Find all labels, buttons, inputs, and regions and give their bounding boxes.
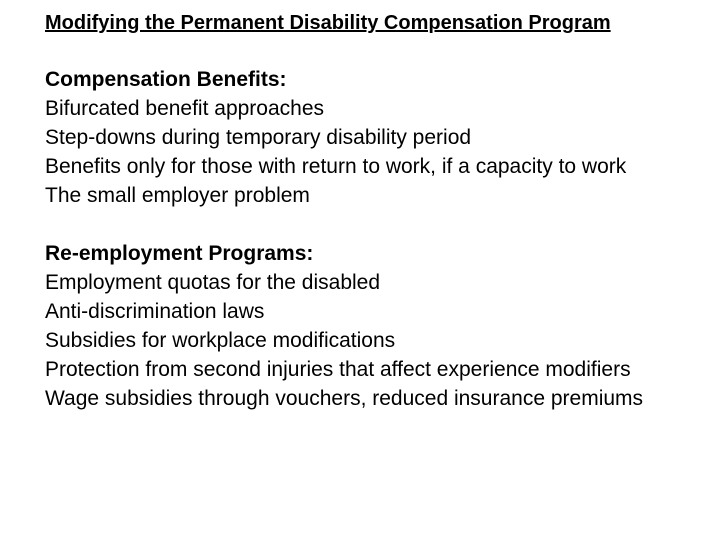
section-heading: Compensation Benefits: (45, 68, 287, 91)
slide-title: Modifying the Permanent Disability Compensation Program (45, 12, 611, 34)
section-item-list (45, 94, 685, 210)
list-item: Subsidies for workplace modifications (45, 329, 396, 352)
section-heading: Re-employment Programs: (45, 242, 314, 265)
section-item-list (45, 268, 685, 413)
list-item: Employment quotas for the disabled (45, 271, 381, 294)
list-item: Wage subsidies through vouchers, reduced insurance premiums (45, 387, 644, 410)
list-item: The small employer problem (45, 184, 310, 207)
slide-content (45, 9, 685, 413)
list-item: Step-downs during temporary disability period (45, 126, 472, 149)
section-compensation-benefits (45, 65, 685, 210)
list-item: Benefits only for those with return to work, if a capacity to work (45, 155, 627, 178)
list-item: Protection from second injuries that affect experience modifiers (45, 358, 631, 381)
list-item: Bifurcated benefit approaches (45, 97, 325, 120)
section-re-employment-programs (45, 239, 685, 413)
list-item: Anti-discrimination laws (45, 300, 265, 323)
